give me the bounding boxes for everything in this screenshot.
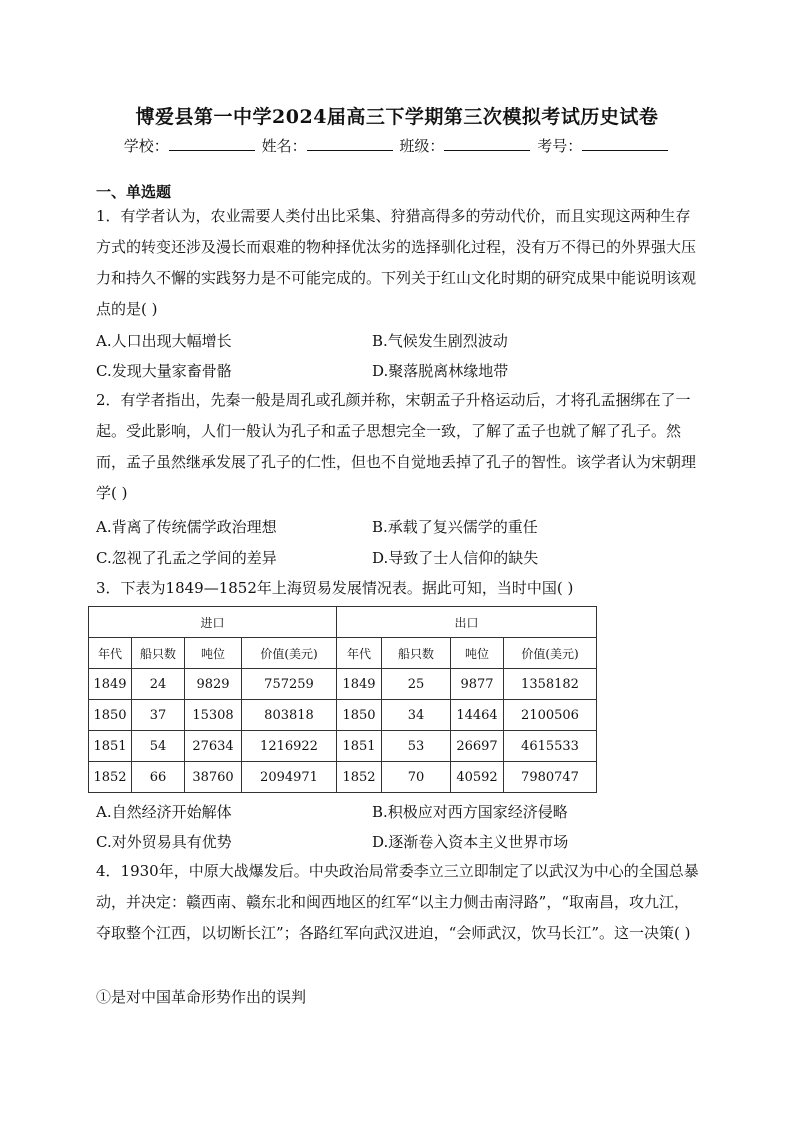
col-header: 吨位: [451, 638, 504, 669]
number-label: 考号：: [537, 137, 583, 155]
table-cell: 1216922: [242, 731, 337, 762]
table-cell: 15308: [185, 700, 242, 731]
q3-option-c: C.对外贸易具有优势: [96, 833, 232, 851]
table-group-header-row: [89, 607, 597, 638]
school-blank[interactable]: [169, 135, 255, 151]
page-title: 博爱县第一中学2024届高三下学期第三次模拟考试历史试卷: [135, 106, 659, 128]
col-header: 价值(美元): [504, 638, 597, 669]
table-cell: 38760: [185, 762, 242, 793]
name-blank[interactable]: [307, 135, 393, 151]
name-label: 姓名：: [261, 137, 307, 155]
number-blank[interactable]: [582, 135, 668, 151]
table-cell: 40592: [451, 762, 504, 793]
table-row: [89, 669, 597, 700]
table-cell: 66: [132, 762, 185, 793]
q3-option-d: D.逐渐卷入资本主义世界市场: [372, 833, 569, 851]
table-cell: 2100506: [504, 700, 597, 731]
col-header: 年代: [337, 638, 382, 669]
class-label: 班级：: [399, 137, 445, 155]
table-cell: 24: [132, 669, 185, 700]
col-header: 价值(美元): [242, 638, 337, 669]
table-cell: 53: [382, 731, 451, 762]
table-cell: 1852: [89, 762, 132, 793]
table-cell: 25: [382, 669, 451, 700]
table-cell: 1851: [337, 731, 382, 762]
table-cell: 9829: [185, 669, 242, 700]
table-cell: 7980747: [504, 762, 597, 793]
table-cell: 803818: [242, 700, 337, 731]
col-header: 船只数: [132, 638, 185, 669]
question-4-stem: 4．1930年，中原大战爆发后。中央政治局常委李立三立即制定了以武汉为中心的全国总暴动，并决定：赣西南、赣东北和闽西地区的红军“以主力侧击南浔路”，“取南昌，攻九江，夺取整个江西，以切断长江”；各路红军向武汉进迫，“会师武汉，饮马长江”。这一决策( ): [96, 862, 699, 942]
school-label: 学校：: [123, 137, 169, 155]
question-3-stem: 3．下表为1849—1852年上海贸易发展情况表。据此可知，当时中国( ): [96, 579, 574, 597]
trade-table: [88, 606, 597, 793]
col-header: 年代: [89, 638, 132, 669]
q1-option-c: C.发现大量家畜骨骼: [96, 362, 232, 380]
table-cell: 9877: [451, 669, 504, 700]
table-cell: 14464: [451, 700, 504, 731]
q1-option-d: D.聚落脱离林缘地带: [372, 362, 509, 380]
q3-option-a: A.自然经济开始解体: [96, 803, 232, 821]
col-header: 吨位: [185, 638, 242, 669]
q2-option-a: A.背离了传统儒学政治理想: [96, 518, 277, 536]
table-cell: 27634: [185, 731, 242, 762]
table-cell: 37: [132, 700, 185, 731]
q3-option-b: B.积极应对西方国家经济侵略: [372, 803, 568, 821]
class-blank[interactable]: [444, 135, 530, 151]
section-heading: 一、单选题: [96, 183, 172, 201]
table-row: [89, 731, 597, 762]
table-row: [89, 700, 597, 731]
student-info-line: [0, 135, 794, 156]
q1-option-a: A.人口出现大幅增长: [96, 332, 232, 350]
table-cell: 1850: [337, 700, 382, 731]
q4-statement-1: ①是对中国革命形势作出的误判: [96, 988, 307, 1006]
table-row: [89, 762, 597, 793]
table-cell: 1849: [337, 669, 382, 700]
table-cell: 1851: [89, 731, 132, 762]
q2-option-c: C.忽视了孔孟之学间的差异: [96, 549, 277, 567]
export-header: 出口: [337, 607, 597, 638]
table-cell: 26697: [451, 731, 504, 762]
table-cell: 1850: [89, 700, 132, 731]
table-cell: 70: [382, 762, 451, 793]
table-cell: 54: [132, 731, 185, 762]
table-cell: 1849: [89, 669, 132, 700]
table-cell: 2094971: [242, 762, 337, 793]
table-cell: 1852: [337, 762, 382, 793]
q2-option-b: B.承载了复兴儒学的重任: [372, 518, 538, 536]
q2-option-d: D.导致了士人信仰的缺失: [372, 549, 539, 567]
table-cell: 4615533: [504, 731, 597, 762]
question-2-stem: 2．有学者指出，先秦一般是周孔或孔颜并称，宋朝孟子升格运动后，才将孔孟捆绑在了一起。受此影响，人们一般认为孔子和孟子思想完全一致，了解了孟子也就了解了孔子。然而，孟子虽然继承发展了孔子的仁性，但也不自觉地丢掉了孔子的智性。该学者认为宋朝理学( ): [96, 391, 697, 502]
table-cell: 757259: [242, 669, 337, 700]
table-cell: 34: [382, 700, 451, 731]
import-header: 进口: [89, 607, 337, 638]
table-cell: 1358182: [504, 669, 597, 700]
col-header: 船只数: [382, 638, 451, 669]
question-1-stem: 1．有学者认为，农业需要人类付出比采集、狩猎高得多的劳动代价，而且实现这两种生存方式的转变还涉及漫长而艰难的物种择优汰劣的选择驯化过程，没有万不得已的外界强大压力和持久不懈的实践努力是不可能完成的。下列关于红山文化时期的研究成果中能说明该观点的是( ): [96, 207, 697, 318]
table-column-header-row: [89, 638, 597, 669]
q1-option-b: B.气候发生剧烈波动: [372, 332, 508, 350]
